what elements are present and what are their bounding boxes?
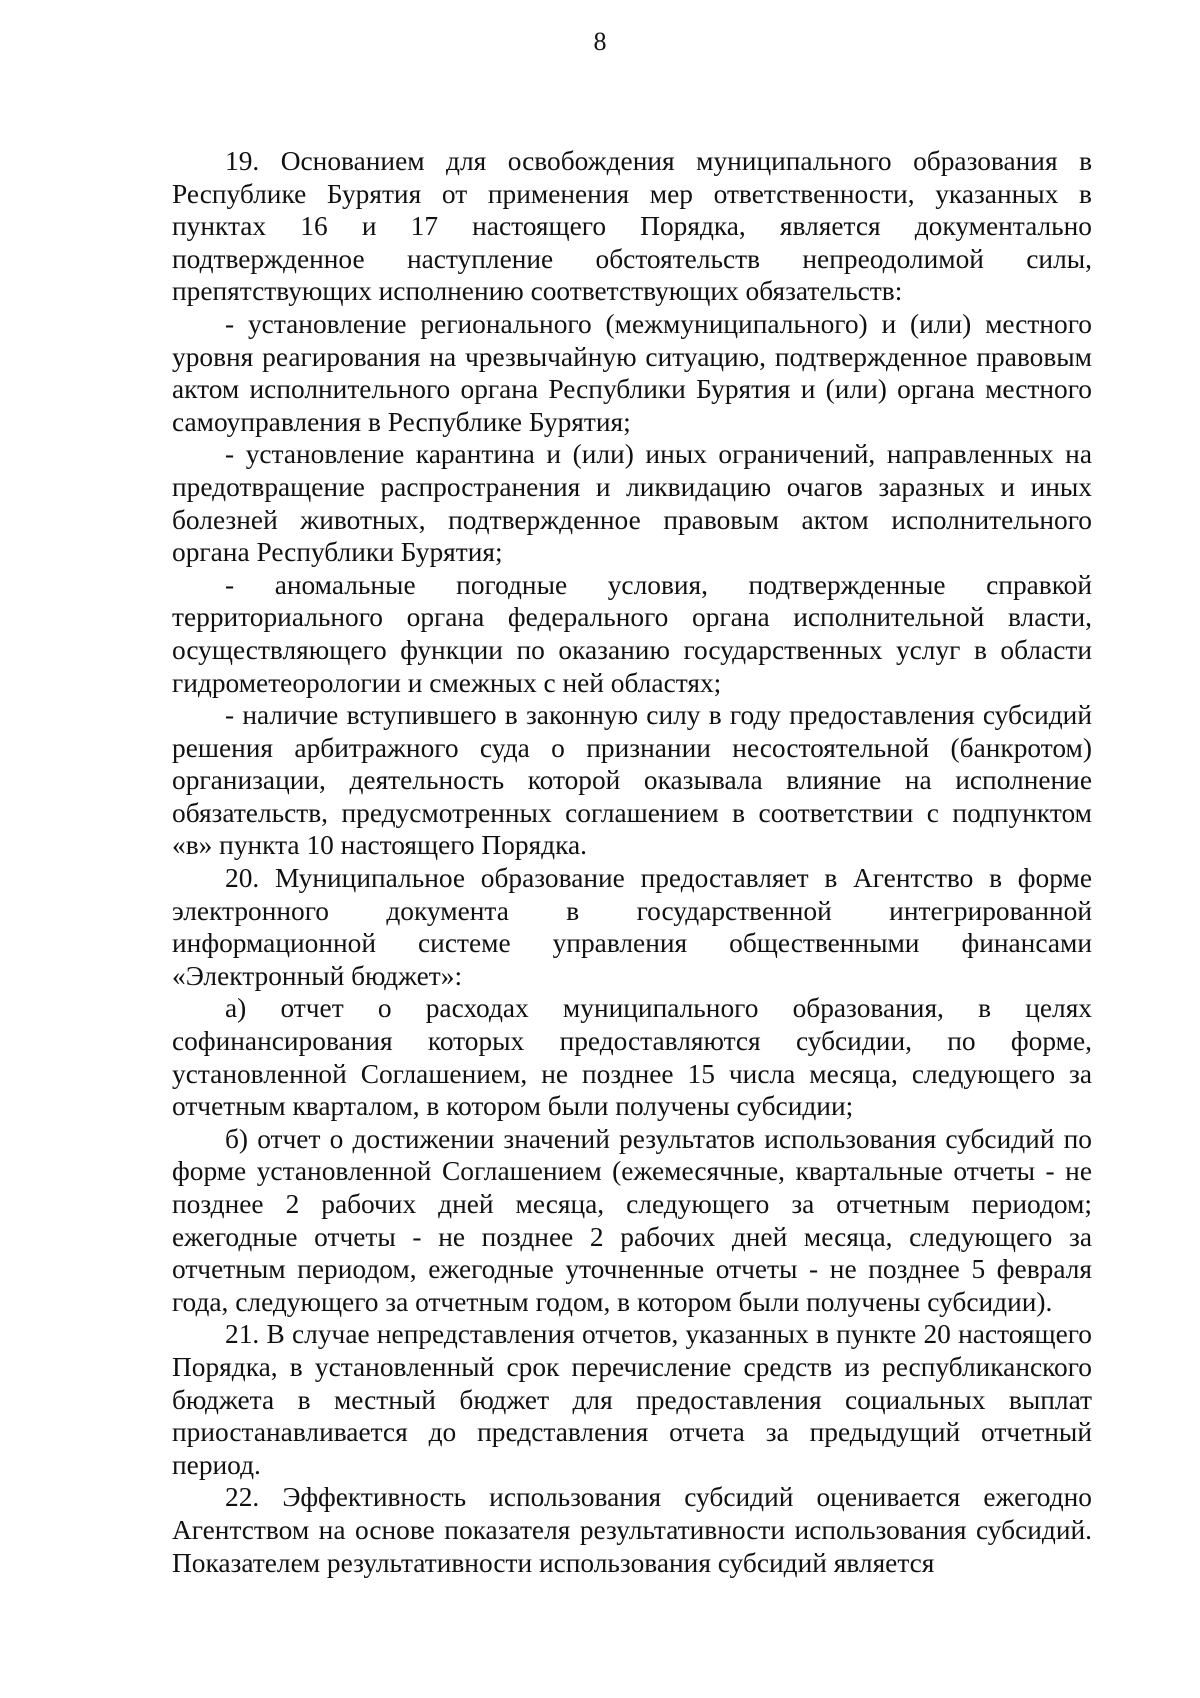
page-number: 8 <box>593 27 607 56</box>
paragraph-22: 22. Эффективность использования субсидий оценивается ежегодно Агентством на основе показателя результативности использования субсидий. Показателем результативности использования субсидий является <box>172 1482 1092 1578</box>
paragraph-20-a: а) отчет о расходах муниципального образования, в целях софинансирования которых предоставляются субсидии, по форме, установленной Соглашением, не позднее 15 числа месяца, следующего за отчетным кварталом, в котором были получены субсидии; <box>172 993 1092 1122</box>
paragraph-20: 20. Муниципальное образование предоставляет в Агентство в форме электронного документа в государственной интегрированной информационной системе управления общественными финансами «Электронный бюджет»: <box>172 863 1092 991</box>
paragraph-21: 21. В случае непредставления отчетов, указанных в пункте 20 настоящего Порядка, в установленный срок перечисление средств из республиканского бюджета в местный бюджет для предоставления социальных выплат приостанавливается до представления отчета за предыдущий отчетный период. <box>172 1319 1092 1480</box>
list-item-bankruptcy: - наличие вступившего в законную силу в году предоставления субсидий решения арбитражного суда о признании несостоятельной (банкротом) организации, деятельность которой оказывала влияние на исполнение обязательств, предусмотренных соглашением в соответствии с подпунктом «в» пункта 10 настоящего Порядка. <box>172 700 1092 861</box>
document-body <box>172 145 1092 1579</box>
paragraph-20-b: б) отчет о достижении значений результатов использования субсидий по форме установленной Соглашением (ежемесячные, квартальные отчеты - не позднее 2 рабочих дней месяца, следующего за отчетным периодом; ежегодные отчеты - не позднее 2 рабочих дней месяца, следующего за отчетным периодом, ежегодные уточненные отчеты - не позднее 5 февраля года, следующего за отчетным годом, в котором были получены субсидии). <box>172 1123 1092 1317</box>
paragraph-19: 19. Основанием для освобождения муниципального образования в Республике Бурятия от применения мер ответственности, указанных в пунктах 16 и 17 настоящего Порядка, является документально подтвержденное наступление обстоятельств непреодолимой силы, препятствующих исполнению соответствующих обязательств: <box>172 146 1092 307</box>
list-item-quarantine: - установление карантина и (или) иных ограничений, направленных на предотвращение распространения и ликвидацию очагов заразных и иных болезней животных, подтвержденное правовым актом исполнительного органа Республики Бурятия; <box>172 439 1092 568</box>
list-item-regional-emergency: - установление регионального (межмуниципального) и (или) местного уровня реагирования на чрезвычайную ситуацию, подтвержденное правовым актом исполнительного органа Республики Бурятия и (или) органа местного самоуправления в Республике Бурятия; <box>172 308 1092 437</box>
list-item-weather: - аномальные погодные условия, подтвержденные справкой территориального органа федерального органа исполнительной власти, осуществляющего функции по оказанию государственных услуг в области гидрометеорологии и смежных с ней областях; <box>172 569 1092 698</box>
